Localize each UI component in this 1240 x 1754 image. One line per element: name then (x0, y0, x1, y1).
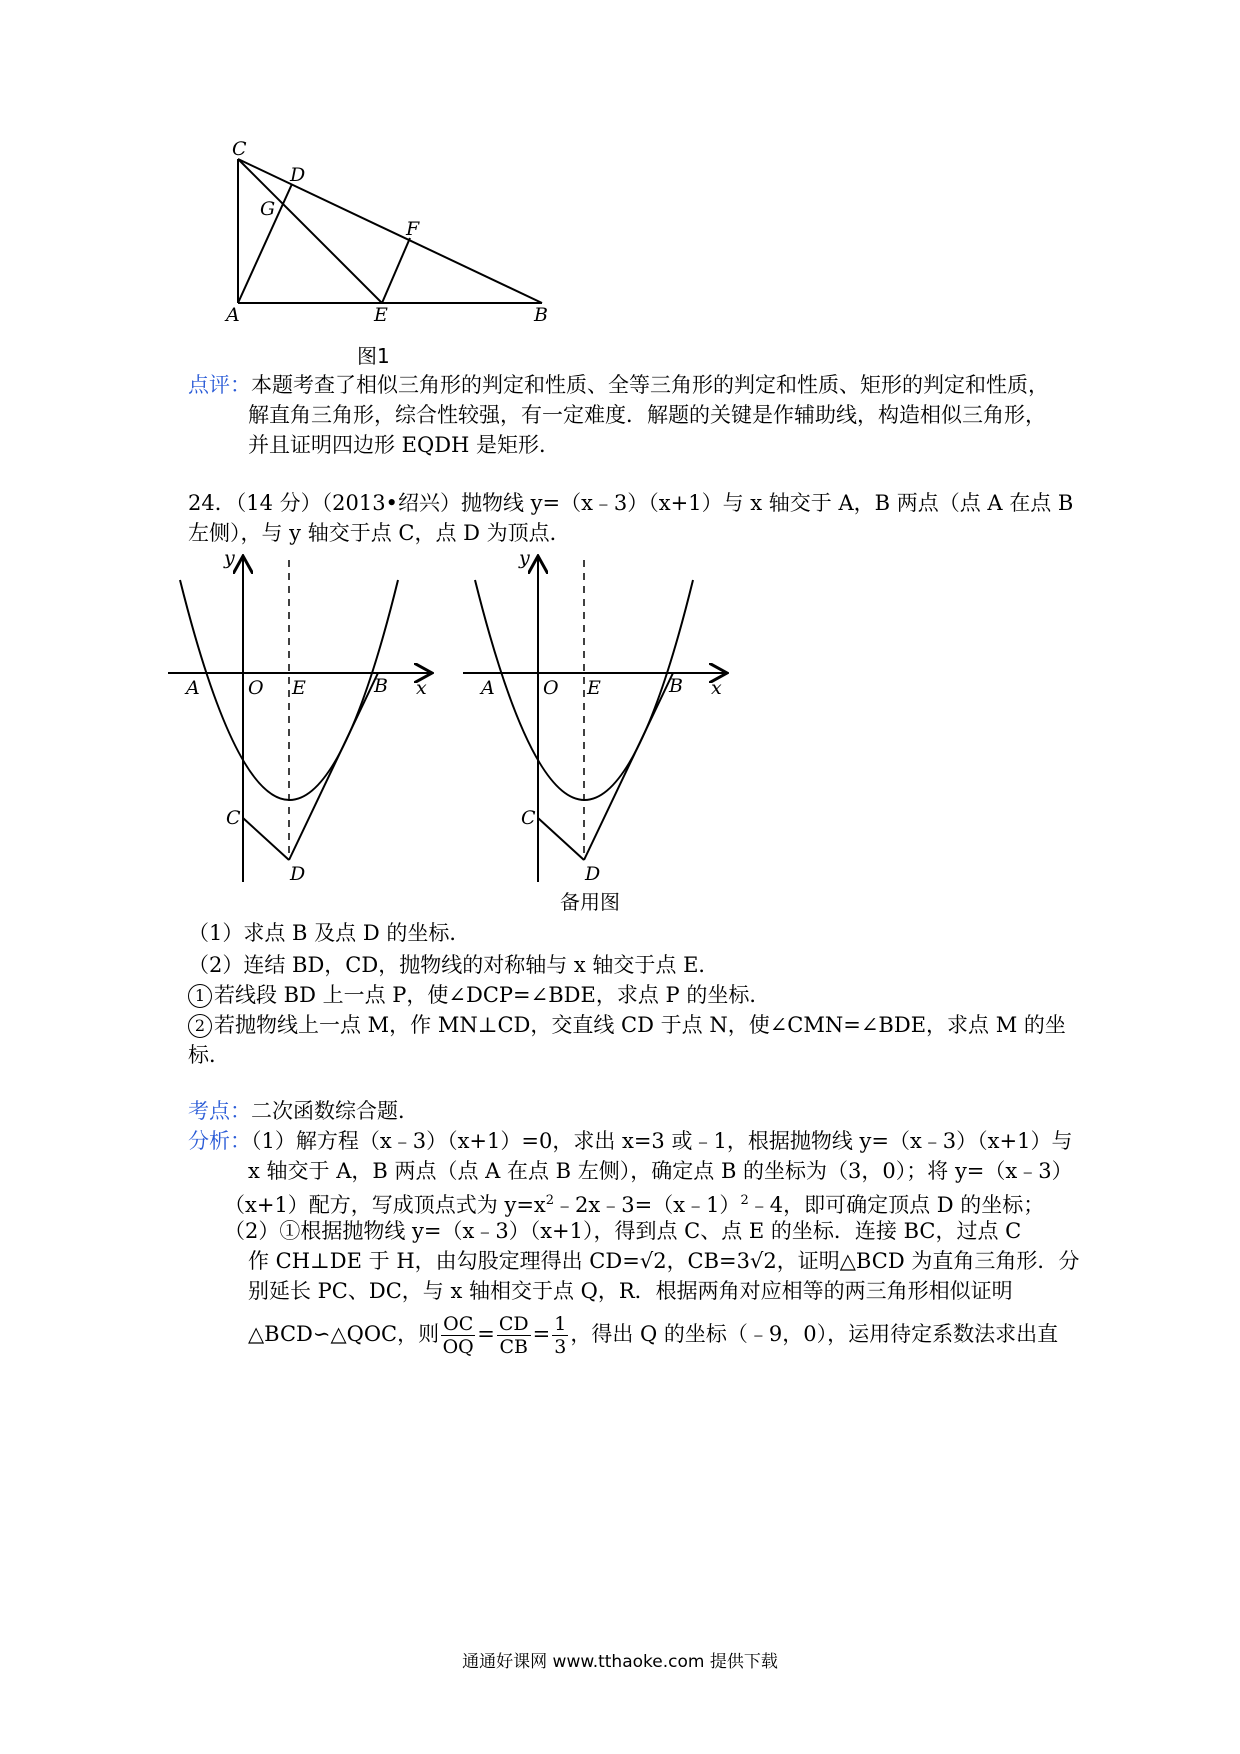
segment-db (584, 673, 673, 860)
sub-question-2 (188, 1010, 1066, 1040)
segment-cd (538, 818, 584, 860)
sub-question-2-cont: 标． (188, 1043, 230, 1067)
fig1-label-b: B (534, 304, 548, 326)
fig1-label-c: C (232, 138, 247, 160)
analysis-text-5a: 作 CH⊥DE 于 H，由勾股定理得出 CD= (248, 1249, 640, 1273)
analysis-text-1: （1）解方程（x﹣3）（x+1）=0，求出 x=3 或﹣1，根据抛物线 y=（x﹣3）（x+1）与 (251, 1129, 1073, 1153)
superscript-2: 2 (545, 1193, 555, 1208)
analysis-line-1 (188, 1126, 1072, 1156)
question-2: （2）连结 BD，CD，抛物线的对称轴与 x 轴交于点 E． (188, 953, 720, 977)
axis-label-x: x (711, 677, 722, 699)
analysis-line-7 (248, 1310, 1058, 1358)
label-e: E (587, 677, 601, 699)
analysis-text-7b: ，得出 Q 的坐标（﹣9，0），运用待定系数法求出直 (570, 1322, 1059, 1346)
label-c: C (521, 807, 536, 829)
parabola-graph-2 (455, 540, 745, 900)
kaodian-sep: ： (230, 1099, 251, 1123)
sqrt-2: √2 (639, 1249, 667, 1273)
fraction-1-3: $\frac{1}{3}$ (554, 1313, 567, 1358)
sub-question-1-text: 若线段 BD 上一点 P，使∠DCP=∠BDE，求点 P 的坐标． (214, 983, 771, 1007)
analysis-text-5c: ，证明△BCD 为直角三角形．分 (776, 1249, 1080, 1273)
review-line-3: 并且证明四边形 EQDH 是矩形． (248, 433, 561, 457)
analysis-sep: ： (230, 1129, 251, 1153)
figure-1 (220, 135, 580, 335)
axis-label-y: y (519, 547, 530, 569)
label-e: E (292, 677, 306, 699)
label-o: O (248, 677, 264, 699)
analysis-label: 分析 (188, 1129, 230, 1153)
kaodian-label: 考点 (188, 1099, 230, 1123)
analysis-text-3b: ﹣2x﹣3=（x﹣1） (554, 1193, 741, 1217)
label-a: A (186, 677, 200, 699)
circled-number-2: 2 (188, 1014, 212, 1038)
superscript-2b: 2 (740, 1193, 749, 1208)
label-a: A (481, 677, 495, 699)
review-text-1: 本题考查了相似三角形的判定和性质、全等三角形的判定和性质、矩形的判定和性质， (251, 373, 1049, 397)
kaodian-text: 二次函数综合题． (251, 1099, 419, 1123)
label-d: D (290, 863, 306, 885)
analysis-text-3c: ﹣4，即可确定顶点 D 的坐标； (748, 1193, 1045, 1217)
circled-number-1: 1 (188, 984, 212, 1008)
fig1-caption: 图1 (357, 344, 390, 368)
analysis-text-5b: ，CB=3 (666, 1249, 751, 1273)
fig1-label-f: F (406, 218, 420, 240)
kaodian-line (188, 1096, 419, 1126)
analysis-text-7a: △BCD∽△QOC，则 (248, 1322, 440, 1346)
fig1-label-e: E (374, 304, 388, 326)
label-b: B (374, 675, 388, 697)
page-footer: 通通好课网 www.tthaoke.com 提供下载 (462, 1652, 778, 1672)
fig1-label-a: A (226, 304, 240, 326)
review-line-2: 解直角三角形，综合性较强，有一定难度．解题的关键是作辅助线，构造相似三角形， (248, 403, 1046, 427)
sqrt-2b: √2 (750, 1249, 777, 1273)
equals-2: = (532, 1322, 551, 1346)
question-1: （1）求点 B 及点 D 的坐标． (188, 921, 471, 945)
fig1-label-g: G (260, 198, 276, 220)
review-sep: ： (230, 373, 251, 397)
problem-line-1: 24．（14 分）（2013•绍兴）抛物线 y=（x﹣3）（x+1）与 x 轴交于 A，B 两点（点 A 在点 B (188, 491, 1074, 515)
segment-ce (238, 159, 382, 303)
analysis-text-3a: （x+1）配方，写成顶点式为 y=x (224, 1193, 546, 1217)
label-o: O (543, 677, 559, 699)
segment-cd (243, 818, 289, 860)
axis-label-y: y (224, 547, 235, 569)
fraction-cd-cb: $\frac{CD}{CB}$ (498, 1313, 529, 1358)
segment-ef (382, 238, 410, 303)
equals-1: = (477, 1322, 495, 1346)
sub-question-2-text: 若抛物线上一点 M，作 MN⊥CD，交直线 CD 于点 N，使∠CMN=∠BDE，求点 M 的坐 (214, 1013, 1066, 1037)
segment-cb (238, 159, 542, 303)
fraction-oc-oq: $\frac{OC}{OQ}$ (442, 1313, 474, 1358)
graph2-caption: 备用图 (560, 890, 620, 914)
analysis-line-4: （2）①根据抛物线 y=（x﹣3）（x+1），得到点 C、点 E 的坐标．连接 BC，过点 C (224, 1219, 1022, 1243)
analysis-line-2: x 轴交于 A，B 两点（点 A 在点 B 左侧），确定点 B 的坐标为（3，0）；将 y=（x﹣3） (248, 1159, 1073, 1183)
label-c: C (226, 807, 241, 829)
label-d: D (585, 863, 601, 885)
sub-question-1 (188, 980, 770, 1010)
segment-db (289, 673, 378, 860)
analysis-line-3 (224, 1186, 1044, 1220)
fig1-label-d: D (290, 164, 306, 186)
parabola-graph-1 (160, 540, 450, 900)
analysis-line-6: 别延长 PC、DC，与 x 轴相交于点 Q，R．根据两角对应相等的两三角形相似证明 (248, 1279, 1013, 1303)
axis-label-x: x (416, 677, 427, 699)
label-b: B (669, 675, 683, 697)
review-line-1 (188, 370, 1049, 400)
review-label: 点评 (188, 373, 230, 397)
analysis-line-5 (248, 1246, 1079, 1276)
problem-line-2: 左侧），与 y 轴交于点 C，点 D 为顶点． (188, 521, 571, 545)
